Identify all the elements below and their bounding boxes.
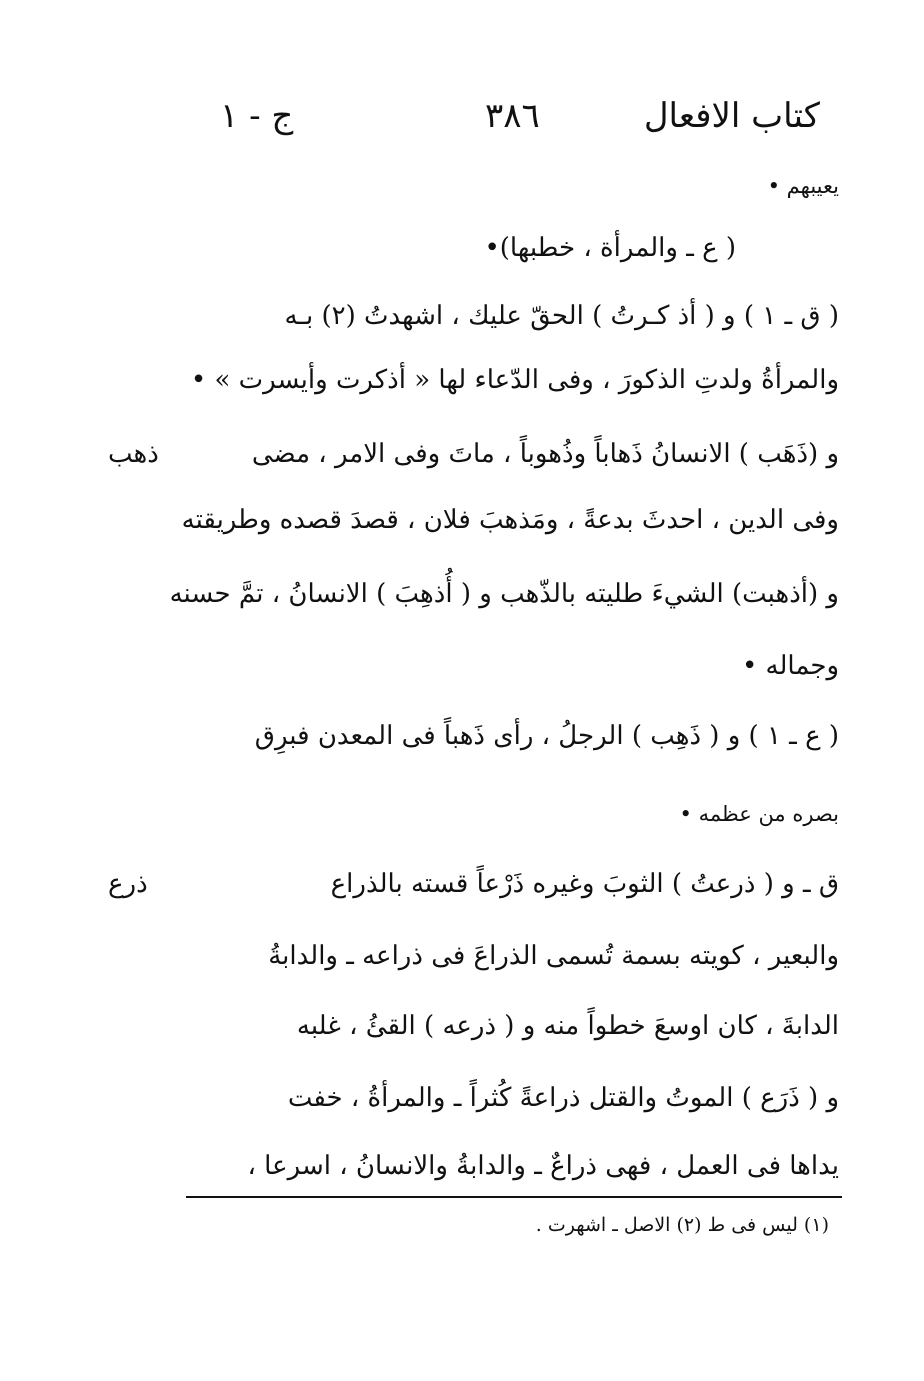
text-line: و (أذهبت) الشيءَ طليته بالذّهب و ( أُذهِبَ ) الانسانُ ، تمَّ حسنه xyxy=(169,579,839,609)
text-line: وفى الدين ، احدثَ بدعةً ، ومَذهبَ فلان ، قصدَ قصده وطريقته xyxy=(181,505,839,535)
text-line: ( ق ـ ١ ) و ( أذ كـرتُ ) الحقّ عليك ، اشهدتُ (٢) بـه xyxy=(284,301,839,331)
page-number: ٣٨٦ xyxy=(485,96,540,136)
footnote-divider xyxy=(186,1196,842,1198)
footnote: (١) ليس فى ط (٢) الاصل ـ اشهرت . xyxy=(535,1214,829,1236)
text-line: يعيبهم • xyxy=(767,174,839,198)
margin-root-word: ذرع xyxy=(108,869,148,899)
text-line: ( ع ـ ١ ) و ( ذَهِب ) الرجلُ ، رأى ذَهباً فى المعدن فبرِق xyxy=(254,721,839,751)
text-line: والمرأةُ ولدتِ الذكورَ ، وفى الدّعاء لها « أذكرت وأيسرت » • xyxy=(190,365,839,395)
page-header xyxy=(220,92,820,142)
book-title: كتاب الافعال xyxy=(643,96,820,136)
text-line: و (ذَهَب ) الانسانُ ذَهاباً وذُهوباً ، ماتَ وفى الامر ، مضى xyxy=(251,439,839,469)
text-line: يداها فى العمل ، فهى ذراعٌ ـ والدابةُ والانسانُ ، اسرعا ، xyxy=(247,1151,839,1181)
text-line: وجماله • xyxy=(741,651,839,681)
text-line: ( ع ـ والمرأة ، خطبها)• xyxy=(484,233,736,263)
volume-label: ج - ١ xyxy=(220,96,294,136)
text-line: الدابةَ ، كان اوسعَ خطواً منه و ( ذرعه ) القئُ ، غلبه xyxy=(296,1011,839,1041)
text-line: ق ـ و ( ذرعتُ ) الثوبَ وغيره ذَرْعاً قسته بالذراع xyxy=(330,869,839,899)
text-line: و ( ذَرَع ) الموتُ والقتل ذراعةً كُثراً ـ والمرأةُ ، خفت xyxy=(287,1083,839,1113)
margin-root-word: ذهب xyxy=(108,439,159,469)
text-line: والبعير ، كويته بسمة تُسمى الذراعَ فى ذراعه ـ والدابةُ xyxy=(268,941,839,971)
text-line: بصره من عظمه • xyxy=(679,802,839,826)
